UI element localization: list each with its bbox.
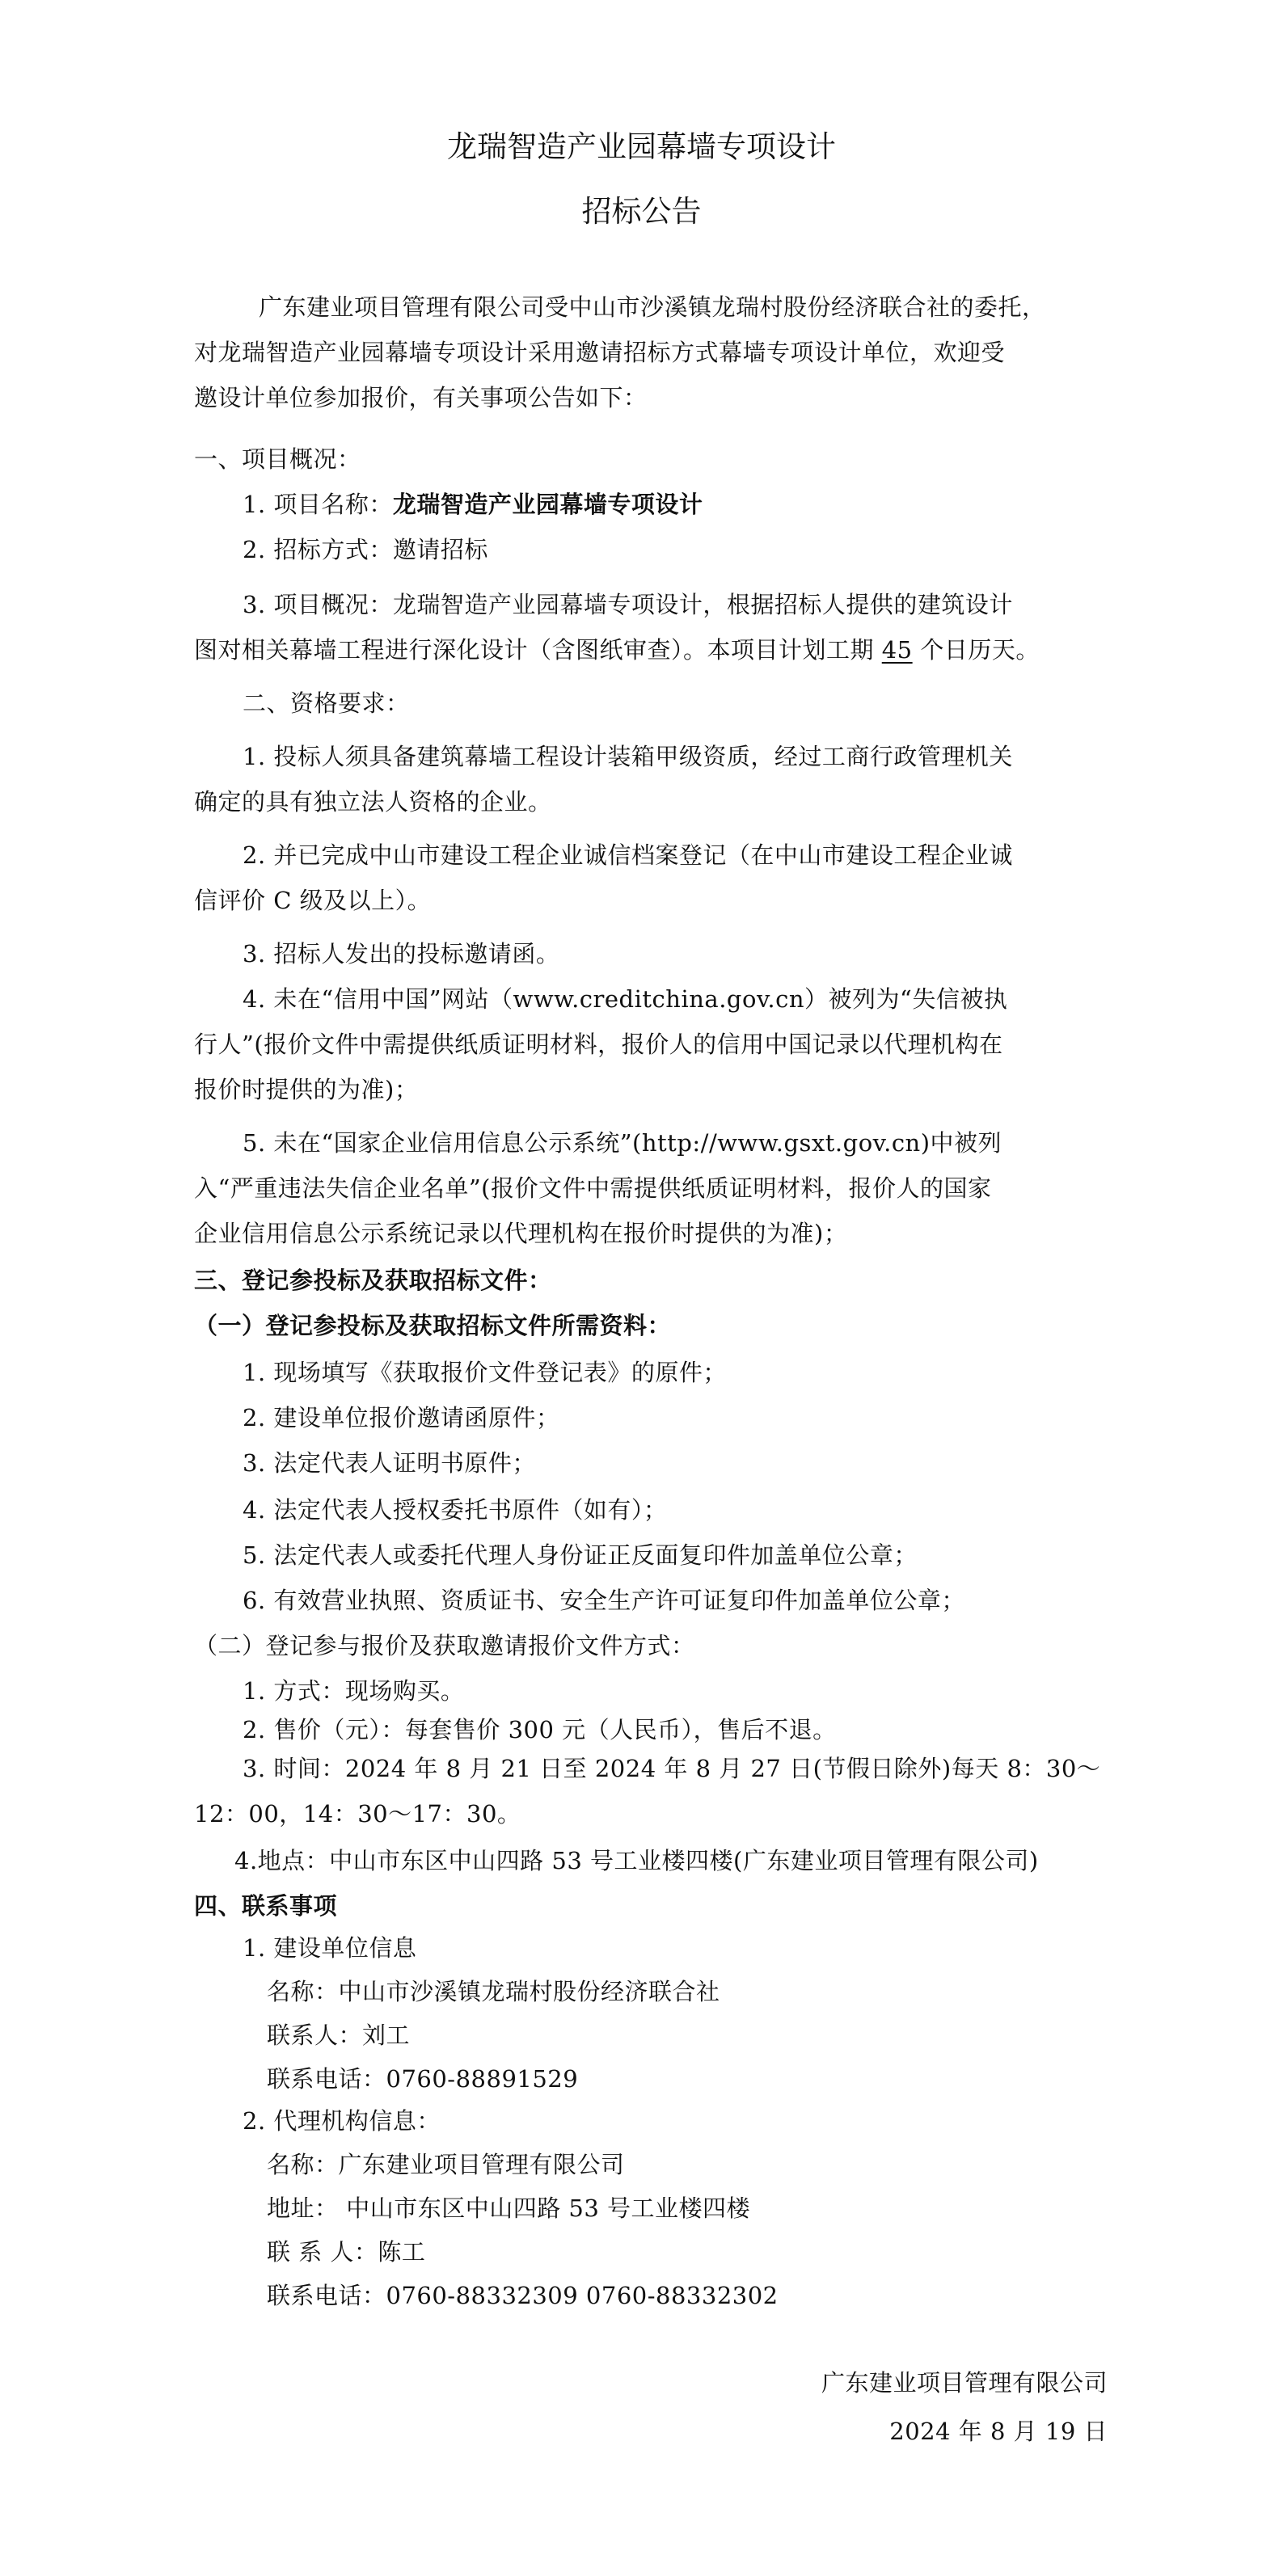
project-name-value: 龙瑞智造产业园幕墙专项设计 [392, 491, 703, 518]
purchase-price: 2. 售价（元）：每套售价 300 元（人民币），售后不退。 [243, 1716, 837, 1743]
section-2-heading: 二、资格要求： [243, 689, 410, 717]
purchase-location: 4.地点：中山市东区中山四路 53 号工业楼四楼(广东建业项目管理有限公司) [234, 1847, 1039, 1874]
agent-name: 名称：广东建业项目管理有限公司 [267, 2151, 625, 2178]
project-name-item [243, 490, 703, 519]
agent-phone: 联系电话：0760-88332309 0760-88332302 [267, 2282, 779, 2309]
purchase-time-line-1: 3. 时间：2024 年 8 月 21 日至 2024 年 8 月 27 日(节假日除外)每天 8：30～ [243, 1755, 1101, 1782]
qualification-5-line-2: 入“严重违法失信企业名单”(报价文件中需提供纸质证明材料，报价人的国家 [194, 1174, 992, 1202]
agent-address: 地址： 中山市东区中山四路 53 号工业楼四楼 [267, 2194, 751, 2222]
qualification-1-line-1: 1. 投标人须具备建筑幕墙工程设计装箱甲级资质，经过工商行政管理机关 [243, 743, 1013, 770]
agent-info-heading: 2. 代理机构信息： [243, 2107, 441, 2135]
owner-name: 名称：中山市沙溪镇龙瑞村股份经济联合社 [267, 1978, 720, 2005]
required-doc-5: 5. 法定代表人或委托代理人身份证正反面复印件加盖单位公章； [243, 1541, 918, 1569]
project-overview-text: 图对相关幕墙工程进行深化设计（含图纸审查）。本项目计划工期 [194, 636, 882, 664]
owner-info-heading: 1. 建设单位信息 [243, 1934, 417, 1962]
intro-line-3: 邀设计单位参加报价，有关事项公告如下： [194, 384, 648, 411]
required-doc-6: 6. 有效营业执照、资质证书、安全生产许可证复印件加盖单位公章； [243, 1587, 965, 1614]
project-overview-line-2 [194, 635, 1040, 664]
agent-contact: 联 系 人：陈工 [267, 2238, 426, 2266]
owner-phone: 联系电话：0760-88891529 [267, 2065, 579, 2093]
project-overview-line-1: 3. 项目概况：龙瑞智造产业园幕墙专项设计，根据招标人提供的建筑设计 [243, 591, 1013, 618]
required-doc-3: 3. 法定代表人证明书原件； [243, 1449, 536, 1477]
project-overview-suffix: 个日历天。 [912, 636, 1040, 664]
section-3-sub-1-heading: （一）登记参投标及获取招标文件所需资料： [194, 1312, 672, 1339]
required-doc-4: 4. 法定代表人授权委托书原件（如有）； [243, 1496, 668, 1524]
tender-method-value: 邀请招标 [392, 536, 488, 563]
section-3-heading: 三、登记参投标及获取招标文件： [194, 1267, 552, 1294]
intro-line-1: 广东建业项目管理有限公司受中山市沙溪镇龙瑞村股份经济联合社的委托， [259, 293, 1046, 321]
tender-method-label: 2. 招标方式： [243, 536, 393, 563]
document-title: 龙瑞智造产业园幕墙专项设计 [447, 129, 836, 164]
qualification-4-line-3: 报价时提供的为准)； [194, 1076, 419, 1103]
qualification-2-line-1: 2. 并已完成中山市建设工程企业诚信档案登记（在中山市建设工程企业诚 [243, 841, 1013, 869]
purchase-method: 1. 方式：现场购买。 [243, 1677, 465, 1705]
signature-date: 2024 年 8 月 19 日 [889, 2418, 1108, 2445]
section-4-heading: 四、联系事项 [194, 1892, 338, 1920]
signature-company: 广东建业项目管理有限公司 [821, 2369, 1108, 2397]
section-1-heading: 一、项目概况： [194, 445, 361, 473]
document-subtitle: 招标公告 [581, 194, 702, 229]
qualification-1-line-2: 确定的具有独立法人资格的企业。 [194, 788, 552, 816]
qualification-4-line-1: 4. 未在“信用中国”网站（www.creditchina.gov.cn）被列为“失信被执 [243, 985, 1008, 1013]
qualification-2-line-2: 信评价 C 级及以上）。 [194, 887, 432, 914]
required-doc-2: 2. 建设单位报价邀请函原件； [243, 1404, 560, 1431]
qualification-4-line-2: 行人”(报价文件中需提供纸质证明材料，报价人的信用中国记录以代理机构在 [194, 1031, 1003, 1058]
qualification-5-line-1: 5. 未在“国家企业信用信息公示系统”(http://www.gsxt.gov.cn)中被列 [243, 1129, 1002, 1157]
project-name-label: 1. 项目名称： [243, 491, 393, 518]
duration-days: 45 [881, 636, 913, 664]
required-doc-1: 1. 现场填写《获取报价文件登记表》的原件； [243, 1359, 727, 1386]
qualification-5-line-3: 企业信用信息公示系统记录以代理机构在报价时提供的为准)； [194, 1220, 848, 1247]
qualification-3: 3. 招标人发出的投标邀请函。 [243, 940, 560, 968]
intro-line-2: 对龙瑞智造产业园幕墙专项设计采用邀请招标方式幕墙专项设计单位，欢迎受 [194, 339, 1006, 366]
owner-contact: 联系人：刘工 [267, 2022, 411, 2049]
purchase-time-line-2: 12：00，14：30～17：30。 [194, 1800, 521, 1828]
section-3-sub-2-heading: （二）登记参与报价及获取邀请报价文件方式： [194, 1632, 695, 1659]
tender-method-item [243, 535, 488, 564]
